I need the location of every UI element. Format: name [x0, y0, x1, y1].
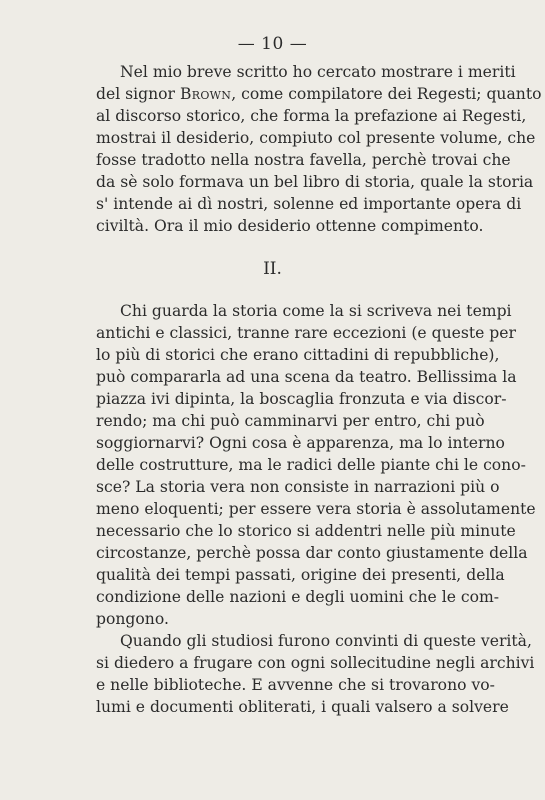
text-line: antichi e classici, tranne rare eccezioni (e queste per	[96, 324, 516, 342]
text-segment: del signor	[96, 85, 176, 103]
text-segment: , come compilatore dei Regesti; quanto	[231, 85, 542, 103]
text-line: condizione delle nazioni e degli uomini che le com-	[96, 588, 500, 606]
text-line: pongono.	[96, 610, 169, 628]
text-line: Chi guarda la storia come la si scriveva nei tempi	[120, 302, 512, 320]
text-line: circostanze, perchè possa dar conto giustamente della	[96, 544, 528, 562]
text-line: necessario che lo storico si addentri nelle più minute	[96, 522, 516, 540]
text-line: Nel mio breve scritto ho cercato mostrare i meriti	[120, 63, 516, 81]
text-line: lumi e documenti obliterati, i quali valsero a solvere	[96, 698, 509, 716]
text-line: rendo; ma chi può camminarvi per entro, chi può	[96, 412, 485, 430]
author-name: Brown	[179, 85, 232, 103]
text-line: e nelle biblioteche. E avvenne che si trovarono vo-	[96, 676, 495, 694]
text-line	[96, 83, 542, 105]
text-line: fosse tradotto nella nostra favella, perchè trovai che	[96, 151, 511, 169]
section-heading: II.	[263, 259, 282, 279]
text-line: qualità dei tempi passati, origine dei presenti, della	[96, 566, 505, 584]
text-line: al discorso storico, che forma la prefazione ai Regesti,	[96, 107, 527, 125]
text-line: meno eloquenti; per essere vera storia è assolutamente	[96, 500, 536, 518]
text-line: Quando gli studiosi furono convinti di queste verità,	[120, 632, 532, 650]
text-line: da sè solo formava un bel libro di storia, quale la storia	[96, 173, 534, 191]
text-line: lo più di storici che erano cittadini di repubbliche),	[96, 346, 500, 364]
text-line: mostrai il desiderio, compiuto col presente volume, che	[96, 129, 536, 147]
text-line: piazza ivi dipinta, la boscaglia fronzuta e via discor-	[96, 390, 507, 408]
text-line: civiltà. Ora il mio desiderio ottenne compimento.	[96, 217, 484, 235]
text-line: può compararla ad una scena da teatro. Bellissima la	[96, 368, 517, 386]
text-line: delle costrutture, ma le radici delle piante chi le cono-	[96, 456, 526, 474]
text-line: soggiornarvi? Ogni cosa è apparenza, ma lo interno	[96, 434, 505, 452]
page-number: — 10 —	[237, 34, 308, 54]
text-line: sce? La storia vera non consiste in narrazioni più o	[96, 478, 500, 496]
text-line: s' intende ai dì nostri, solenne ed importante opera di	[96, 195, 522, 213]
text-line: si diedero a frugare con ogni sollecitudine negli archivi	[96, 654, 535, 672]
